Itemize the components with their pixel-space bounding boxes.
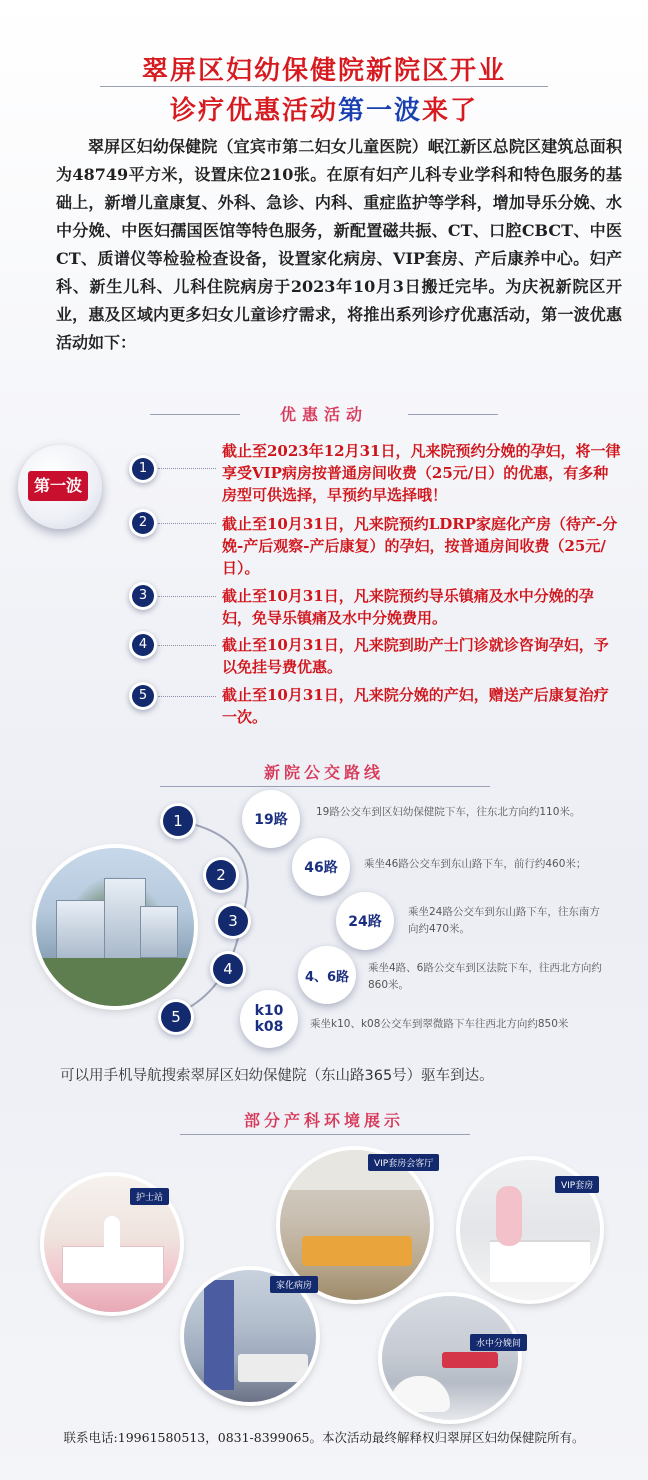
route-description: 乘坐k10、k08公交车到翠微路下车往西北方向约850米 (310, 1018, 569, 1030)
route-badge-line: k10 (254, 1003, 284, 1019)
intro-paragraph: 翠屏区妇幼保健院（宜宾市第二妇女儿童医院）岷江新区总院区建筑总面积为48749平方米，设置床位210张。在原有妇产儿科专业学科和特色服务的基础上，新增儿童康复、外科、急诊、内科、重症监护等学科，增加导乐分娩、水中分娩、中医妇孺国医馆等特色服务，新配置磁共振、CT、口腔CBCT、中医CT、质谱仪等检验检查设备，设置家化病房、VIP套房、产后康养中心。妇产科、新生儿科、儿科住院病房于2023年10月3日搬迁完毕。为庆祝新院区开业，惠及区域内更多妇女儿童诊疗需求，将推出系列诊疗优惠活动，第一波优惠活动如下： (56, 137, 622, 352)
promo-number: 5 (132, 685, 154, 707)
route-description: 乘坐4路、6路公交车到区法院下车，往西北方向约860米。 (368, 962, 602, 991)
promo-connector (158, 696, 216, 697)
route-number: 1 (163, 806, 193, 836)
promo-connector (158, 645, 216, 646)
photo-label: VIP套房会客厅 (368, 1154, 439, 1171)
section-divider (180, 1134, 470, 1135)
route-description: 乘坐24路公交车到东山路下车，往东南方向约470米。 (408, 906, 600, 935)
promo-number: 4 (132, 634, 154, 656)
route-number: 3 (218, 906, 248, 936)
promo-text: 截止至10月31日，凡来院到助产士门诊就诊咨询孕妇，予以免挂号费优惠。 (222, 636, 609, 676)
route-badge: 46路 (292, 838, 350, 896)
section-divider (160, 786, 490, 787)
photo-water-birth-room (382, 1296, 518, 1420)
photo-label: 水中分娩间 (470, 1334, 527, 1351)
route-number: 5 (161, 1002, 191, 1032)
promo-number: 1 (132, 458, 154, 480)
sub-title (0, 90, 648, 127)
photo-label: 家化病房 (270, 1276, 318, 1293)
promo-text: 截止至2023年12月31日，凡来院预约分娩的孕妇，将一律享受VIP病房按普通房间收费（25元/日）的优惠，有多种房型可供选择，早预约早选择哦！ (222, 442, 621, 504)
section-divider-right (408, 414, 498, 415)
promo-number: 2 (132, 512, 154, 534)
title-divider (100, 86, 548, 87)
env-section-title: 部分产科环境展示 (243, 1111, 404, 1130)
footer-contact: 联系电话:19961580513，0831-8399065。本次活动最终解释权归翠屏区妇幼保健院所有。 (63, 1430, 585, 1445)
route-number: 2 (206, 860, 236, 890)
route-number: 4 (213, 954, 243, 984)
navigation-hint: 可以用手机导航搜索翠屏区妇幼保健院（东山路365号）驱车到达。 (60, 1068, 494, 1084)
wave-label: 第一波 (28, 471, 88, 501)
sub-title-suffix: 来了 (422, 96, 479, 126)
route-badge: 4、6路 (298, 946, 356, 1004)
route-badge: 24路 (336, 892, 394, 950)
photo-label: VIP套房 (555, 1176, 599, 1193)
route-badge-line: k08 (254, 1019, 284, 1035)
bus-section-title: 新院公交路线 (263, 763, 384, 782)
promo-text: 截止至10月31日，凡来院预约LDRP家庭化产房（待产-分娩-产后观察-产后康复）的孕妇，按普通房间收费（25元/日）。 (222, 515, 618, 577)
hospital-photo (36, 848, 194, 1006)
sub-title-prefix: 诊疗优惠活动 (169, 96, 338, 126)
photo-label: 护士站 (130, 1188, 169, 1205)
promo-connector (158, 596, 216, 597)
promo-connector (158, 523, 216, 524)
promo-section-title: 优惠活动 (279, 405, 368, 424)
sub-title-highlight: 第一波 (337, 96, 422, 126)
route-description: 乘坐46路公交车到东山路下车，前行约460米； (364, 858, 587, 870)
route-badge (240, 990, 298, 1048)
main-title: 翠屏区妇幼保健院新院区开业 (141, 56, 506, 86)
route-description: 19路公交车到区妇幼保健院下车，往东北方向约110米。 (316, 806, 581, 818)
promo-connector (158, 468, 216, 469)
promo-text: 截止至10月31日，凡来院预约导乐镇痛及水中分娩的孕妇，免导乐镇痛及水中分娩费用。 (222, 587, 594, 627)
promo-number: 3 (132, 585, 154, 607)
wave-badge (18, 445, 102, 529)
route-badge: 19路 (242, 790, 300, 848)
promo-text: 截止至10月31日，凡来院分娩的产妇，赠送产后康复治疗一次。 (222, 686, 609, 726)
